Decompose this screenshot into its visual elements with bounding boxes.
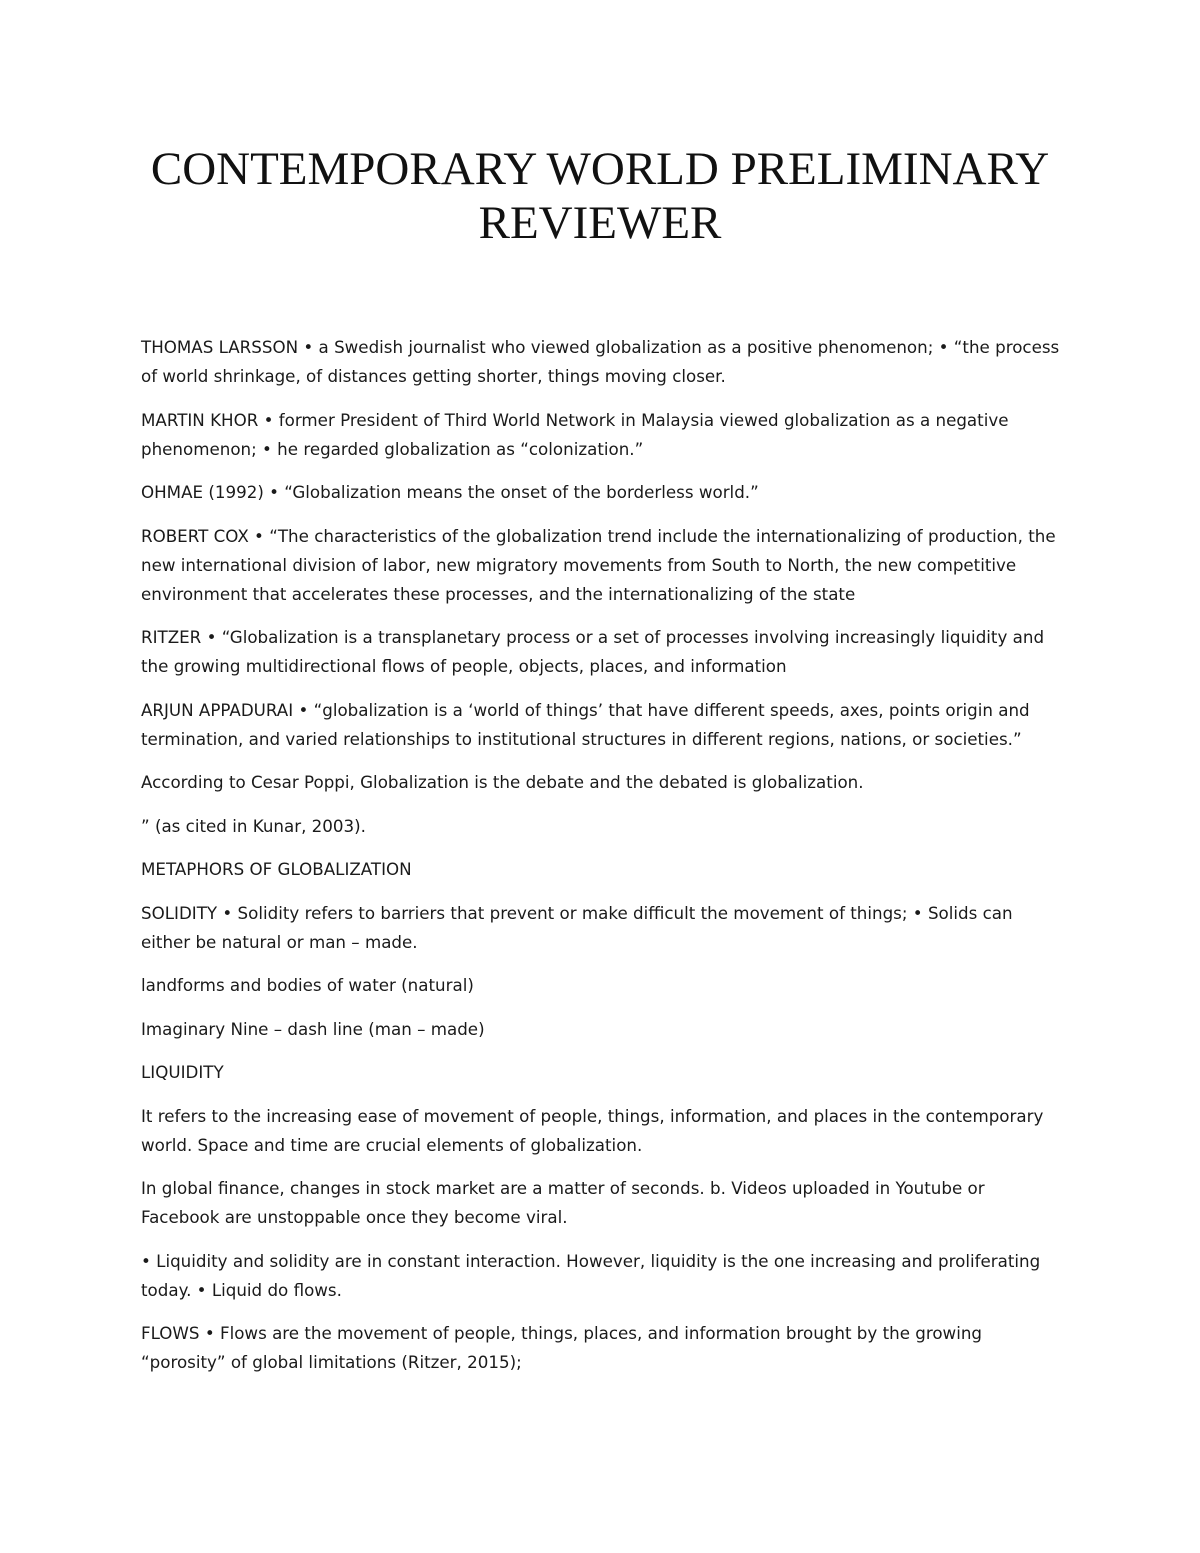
paragraph-landforms: landforms and bodies of water (natural) [141,975,474,995]
paragraph-liquidity-solidity: • Liquidity and solidity are in constant interaction. However, liquidity is the one increasing and proliferating today. • Liquid do flows. [141,1250,1041,1300]
paragraph-robert-cox: ROBERT COX • “The characteristics of the globalization trend include the internationalizing of production, the new international division of labor, new migratory movements from South to North, the new competitive environment that accelerates these processes, and the internationalizing of the state [141,525,1056,604]
paragraph-liquidity-definition: It refers to the increasing ease of movement of people, things, information, and places in the contemporary world. Space and time are crucial elements of globalization. [141,1105,1044,1155]
paragraph-flows: FLOWS • Flows are the movement of people, things, places, and information brought by the growing “porosity” of global limitations (Ritzer, 2015); [141,1323,983,1372]
title-line-1: CONTEMPORARY WORLD PRELIMINARY [150,143,1050,195]
paragraph-citation: ” (as cited in Kunar, 2003). [141,815,366,836]
paragraph-nine-dash-line: Imaginary Nine – dash line (man – made) [141,1018,485,1039]
heading-metaphors: METAPHORS OF GLOBALIZATION [141,859,412,879]
paragraph-ohmae: OHMAE (1992) • “Globalization means the onset of the borderless world.” [141,482,759,502]
heading-liquidity: LIQUIDITY [141,1062,224,1082]
paragraph-ritzer: RITZER • “Globalization is a transplanetary process or a set of processes involving increasingly liquidity and the growing multidirectional flows of people, objects, places, and information [141,627,1045,676]
title-line-2: REVIEWER [478,197,722,249]
paragraph-martin-khor: MARTIN KHOR • former President of Third World Network in Malaysia viewed globalization as a negative phenomenon; • he regarded globalization as “colonization.” [141,409,1009,459]
paragraph-thomas-larsson: THOMAS LARSSON • a Swedish journalist who viewed globalization as a positive phenomenon; • “the process of world shrinkage, of distances getting shorter, things moving closer. [141,337,1060,386]
document-title [100,142,1100,250]
paragraph-arjun-appadurai: ARJUN APPADURAI • “globalization is a ‘world of things’ that have different speeds, axes, points origin and termination, and varied relationships to institutional structures in different regions, nations, or societies.” [141,699,1030,749]
paragraph-global-finance: In global finance, changes in stock market are a matter of seconds. b. Videos uploaded in Youtube or Facebook are unstoppable once they become viral. [141,1178,985,1227]
document-body [141,333,1066,1392]
paragraph-cesar-poppi: According to Cesar Poppi, Globalization is the debate and the debated is globalization. [141,772,864,792]
paragraph-solidity: SOLIDITY • Solidity refers to barriers that prevent or make difficult the movement of things; • Solids can either be natural or man – made. [141,902,1013,952]
